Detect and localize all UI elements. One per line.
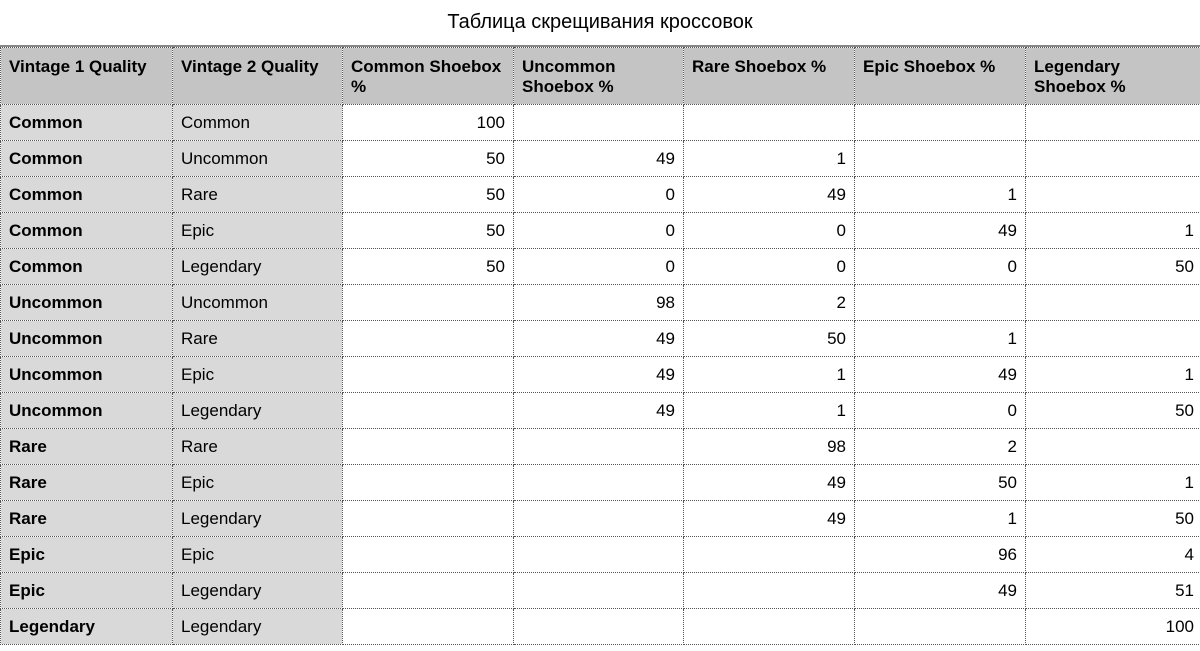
cell-vintage-1-quality: Rare xyxy=(1,429,173,465)
table-row xyxy=(1,537,1200,573)
cell-uncommon-shoebox xyxy=(514,609,684,645)
cell-rare-shoebox xyxy=(684,537,855,573)
table-row xyxy=(1,213,1200,249)
cell-common-shoebox xyxy=(343,357,514,393)
table-frame xyxy=(0,45,1200,645)
cell-vintage-2-quality: Legendary xyxy=(173,609,343,645)
cell-epic-shoebox: 49 xyxy=(855,357,1026,393)
cell-epic-shoebox: 0 xyxy=(855,249,1026,285)
cell-vintage-2-quality: Rare xyxy=(173,177,343,213)
cell-common-shoebox xyxy=(343,609,514,645)
cell-common-shoebox xyxy=(343,537,514,573)
cell-uncommon-shoebox xyxy=(514,573,684,609)
cell-epic-shoebox xyxy=(855,141,1026,177)
column-header-epic-shoebox: Epic Shoebox % xyxy=(855,48,1026,105)
cell-rare-shoebox: 49 xyxy=(684,501,855,537)
cell-common-shoebox: 50 xyxy=(343,249,514,285)
cell-vintage-1-quality: Epic xyxy=(1,537,173,573)
cell-common-shoebox: 100 xyxy=(343,105,514,141)
cell-epic-shoebox: 49 xyxy=(855,213,1026,249)
cell-vintage-2-quality: Rare xyxy=(173,321,343,357)
cell-uncommon-shoebox xyxy=(514,501,684,537)
cell-vintage-2-quality: Uncommon xyxy=(173,141,343,177)
cell-vintage-2-quality: Epic xyxy=(173,357,343,393)
cell-vintage-2-quality: Legendary xyxy=(173,249,343,285)
cell-uncommon-shoebox: 49 xyxy=(514,393,684,429)
cell-uncommon-shoebox: 49 xyxy=(514,357,684,393)
cell-vintage-1-quality: Common xyxy=(1,105,173,141)
cell-epic-shoebox: 96 xyxy=(855,537,1026,573)
column-header-common-shoebox: Common Shoebox % xyxy=(343,48,514,105)
cell-vintage-1-quality: Common xyxy=(1,249,173,285)
cell-epic-shoebox: 2 xyxy=(855,429,1026,465)
cell-common-shoebox: 50 xyxy=(343,177,514,213)
cell-vintage-1-quality: Uncommon xyxy=(1,285,173,321)
cell-uncommon-shoebox: 49 xyxy=(514,321,684,357)
column-header-vintage-2-quality: Vintage 2 Quality xyxy=(173,48,343,105)
table-row xyxy=(1,177,1200,213)
cell-legendary-shoebox: 4 xyxy=(1026,537,1200,573)
cell-rare-shoebox: 49 xyxy=(684,465,855,501)
cell-common-shoebox xyxy=(343,573,514,609)
table-row xyxy=(1,393,1200,429)
cell-legendary-shoebox: 50 xyxy=(1026,501,1200,537)
cell-rare-shoebox xyxy=(684,609,855,645)
cell-uncommon-shoebox xyxy=(514,105,684,141)
cell-common-shoebox: 50 xyxy=(343,213,514,249)
cell-common-shoebox xyxy=(343,501,514,537)
table-row xyxy=(1,501,1200,537)
cell-rare-shoebox: 0 xyxy=(684,213,855,249)
cell-legendary-shoebox: 100 xyxy=(1026,609,1200,645)
cell-vintage-2-quality: Epic xyxy=(173,465,343,501)
cell-legendary-shoebox: 50 xyxy=(1026,249,1200,285)
cell-vintage-2-quality: Legendary xyxy=(173,501,343,537)
cell-vintage-1-quality: Rare xyxy=(1,465,173,501)
table-row xyxy=(1,429,1200,465)
cell-rare-shoebox: 2 xyxy=(684,285,855,321)
cell-uncommon-shoebox: 0 xyxy=(514,249,684,285)
cell-rare-shoebox xyxy=(684,105,855,141)
cell-common-shoebox xyxy=(343,465,514,501)
cell-legendary-shoebox xyxy=(1026,285,1200,321)
cell-legendary-shoebox xyxy=(1026,321,1200,357)
table-row xyxy=(1,573,1200,609)
cell-legendary-shoebox: 1 xyxy=(1026,357,1200,393)
cell-vintage-1-quality: Rare xyxy=(1,501,173,537)
cell-rare-shoebox: 1 xyxy=(684,141,855,177)
cell-vintage-2-quality: Rare xyxy=(173,429,343,465)
table-row xyxy=(1,105,1200,141)
cell-vintage-1-quality: Uncommon xyxy=(1,321,173,357)
cell-legendary-shoebox xyxy=(1026,429,1200,465)
cell-common-shoebox xyxy=(343,321,514,357)
cell-vintage-1-quality: Uncommon xyxy=(1,393,173,429)
cell-uncommon-shoebox xyxy=(514,537,684,573)
cell-rare-shoebox: 0 xyxy=(684,249,855,285)
column-header-legendary-shoebox: Legendary Shoebox % xyxy=(1026,48,1200,105)
table-row xyxy=(1,249,1200,285)
cell-uncommon-shoebox: 0 xyxy=(514,213,684,249)
cell-epic-shoebox xyxy=(855,105,1026,141)
column-header-uncommon-shoebox: Uncommon Shoebox % xyxy=(514,48,684,105)
cell-uncommon-shoebox: 49 xyxy=(514,141,684,177)
cell-vintage-2-quality: Epic xyxy=(173,537,343,573)
column-header-vintage-1-quality: Vintage 1 Quality xyxy=(1,48,173,105)
cell-legendary-shoebox: 1 xyxy=(1026,465,1200,501)
cell-common-shoebox xyxy=(343,429,514,465)
cell-epic-shoebox: 1 xyxy=(855,177,1026,213)
cell-epic-shoebox: 0 xyxy=(855,393,1026,429)
cell-legendary-shoebox xyxy=(1026,141,1200,177)
cell-epic-shoebox xyxy=(855,609,1026,645)
cell-epic-shoebox: 1 xyxy=(855,501,1026,537)
cell-epic-shoebox: 1 xyxy=(855,321,1026,357)
cell-vintage-2-quality: Legendary xyxy=(173,393,343,429)
cell-legendary-shoebox: 50 xyxy=(1026,393,1200,429)
cell-vintage-1-quality: Common xyxy=(1,177,173,213)
cell-epic-shoebox: 49 xyxy=(855,573,1026,609)
cell-vintage-1-quality: Common xyxy=(1,141,173,177)
cell-uncommon-shoebox: 98 xyxy=(514,285,684,321)
cell-vintage-2-quality: Common xyxy=(173,105,343,141)
cell-rare-shoebox: 50 xyxy=(684,321,855,357)
cell-uncommon-shoebox xyxy=(514,465,684,501)
cell-rare-shoebox: 1 xyxy=(684,393,855,429)
cell-common-shoebox xyxy=(343,393,514,429)
cell-vintage-1-quality: Uncommon xyxy=(1,357,173,393)
cell-common-shoebox: 50 xyxy=(343,141,514,177)
table-row xyxy=(1,321,1200,357)
cell-uncommon-shoebox: 0 xyxy=(514,177,684,213)
cell-vintage-2-quality: Legendary xyxy=(173,573,343,609)
cell-legendary-shoebox: 1 xyxy=(1026,213,1200,249)
cell-epic-shoebox xyxy=(855,285,1026,321)
crossbreeding-table xyxy=(0,47,1200,645)
table-body xyxy=(1,105,1200,645)
cell-rare-shoebox: 1 xyxy=(684,357,855,393)
cell-legendary-shoebox: 51 xyxy=(1026,573,1200,609)
cell-legendary-shoebox xyxy=(1026,177,1200,213)
cell-rare-shoebox: 98 xyxy=(684,429,855,465)
table-row xyxy=(1,141,1200,177)
header-row xyxy=(1,48,1200,105)
table-row xyxy=(1,357,1200,393)
cell-rare-shoebox xyxy=(684,573,855,609)
cell-uncommon-shoebox xyxy=(514,429,684,465)
cell-rare-shoebox: 49 xyxy=(684,177,855,213)
cell-epic-shoebox: 50 xyxy=(855,465,1026,501)
cell-vintage-2-quality: Epic xyxy=(173,213,343,249)
table-row xyxy=(1,609,1200,645)
cell-legendary-shoebox xyxy=(1026,105,1200,141)
cell-vintage-1-quality: Epic xyxy=(1,573,173,609)
table-row xyxy=(1,285,1200,321)
column-header-rare-shoebox: Rare Shoebox % xyxy=(684,48,855,105)
cell-vintage-2-quality: Uncommon xyxy=(173,285,343,321)
cell-vintage-1-quality: Common xyxy=(1,213,173,249)
cell-vintage-1-quality: Legendary xyxy=(1,609,173,645)
table-row xyxy=(1,465,1200,501)
cell-common-shoebox xyxy=(343,285,514,321)
table-title: Таблица скрещивания кроссовок xyxy=(447,11,753,33)
